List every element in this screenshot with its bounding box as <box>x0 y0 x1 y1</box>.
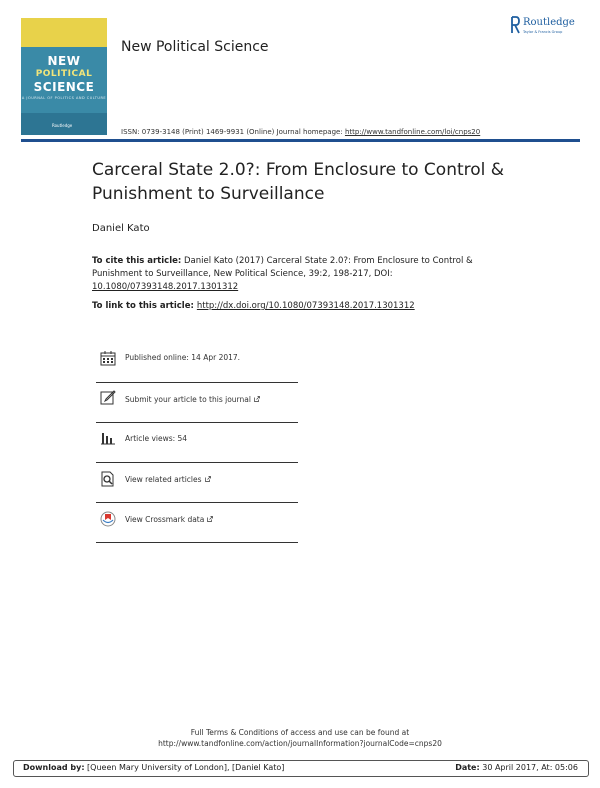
journal-homepage-link[interactable]: http://www.tandfonline.com/loi/cnps20 <box>344 128 481 136</box>
cover-word-new: NEW <box>47 54 81 68</box>
calendar-icon <box>100 350 116 366</box>
citation-block <box>92 255 512 294</box>
related-articles-label: View related articles <box>125 475 202 484</box>
journal-cover-image <box>21 18 107 135</box>
link-label: To link to this article: <box>92 301 197 311</box>
routledge-logo <box>510 15 590 41</box>
cite-label: To cite this article: <box>92 256 182 266</box>
journal-title: New Political Science <box>121 39 269 55</box>
issn-text: ISSN: 0739-3148 (Print) 1469-9931 (Online) Journal homepage: <box>121 128 345 136</box>
downloaded-value: [Queen Mary University of London], [Daniel Kato] <box>84 763 285 772</box>
cover-subtitle: A JOURNAL OF POLITICS AND CULTURE <box>21 96 107 100</box>
terms-line-1: Full Terms & Conditions of access and use can be found at <box>190 728 410 737</box>
crossmark-label: View Crossmark data <box>125 515 205 524</box>
document-search-icon <box>100 471 116 487</box>
submit-article-link[interactable] <box>125 395 260 404</box>
cover-publisher: Routledge <box>52 123 73 128</box>
external-link-icon <box>205 476 211 482</box>
article-views-row <box>96 422 298 463</box>
edit-icon <box>100 389 116 405</box>
published-online-row <box>96 342 298 383</box>
related-articles-row[interactable] <box>96 462 298 503</box>
doi-link[interactable]: 10.1080/07393148.2017.1301312 <box>92 282 239 292</box>
article-title: Carceral State 2.0?: From Enclosure to Control & Punishment to Surveillance <box>92 160 505 204</box>
cover-word-science: SCIENCE <box>33 80 95 94</box>
bar-chart-icon <box>100 429 116 445</box>
author-name: Daniel Kato <box>92 223 150 234</box>
routledge-name: Routledge <box>523 17 575 28</box>
downloaded-label: Download by: <box>23 763 85 772</box>
external-link-icon <box>254 396 260 402</box>
download-date <box>455 763 578 772</box>
downloaded-by <box>23 763 284 772</box>
crossmark-row[interactable] <box>96 502 298 543</box>
cover-word-political: POLITICAL <box>35 69 93 79</box>
routledge-r-icon <box>510 16 520 34</box>
terms-notice <box>0 727 600 749</box>
published-online-text: Published online: 14 Apr 2017. <box>125 353 241 362</box>
crossmark-icon <box>100 511 116 527</box>
submit-article-label: Submit your article to this journal <box>125 395 251 404</box>
article-doi-url[interactable]: http://dx.doi.org/10.1080/07393148.2017.1301312 <box>196 301 415 311</box>
cite-text: Daniel Kato (2017) Carceral State 2.0?: From Enclosure to Control & Punishment to Surveillance, New Political Science, 39:2, 198-217, DOI: <box>92 256 473 279</box>
submit-article-row[interactable] <box>96 382 298 423</box>
date-label: Date: <box>455 763 480 772</box>
cover-top-band <box>21 18 107 47</box>
download-info-bar <box>13 760 589 777</box>
related-articles-link[interactable] <box>125 475 211 484</box>
date-value: 30 April 2017, At: 05:06 <box>479 763 578 772</box>
article-views-text: Article views: 54 <box>125 434 188 443</box>
issn-line <box>121 128 480 136</box>
crossmark-link[interactable] <box>125 515 213 524</box>
routledge-subtitle: Taylor & Francis Group <box>523 30 563 34</box>
terms-url[interactable]: http://www.tandfonline.com/action/journalInformation?journalCode=cnps20 <box>158 739 442 748</box>
article-link-block <box>92 300 512 313</box>
external-link-icon <box>207 516 213 522</box>
header-divider <box>21 139 580 142</box>
